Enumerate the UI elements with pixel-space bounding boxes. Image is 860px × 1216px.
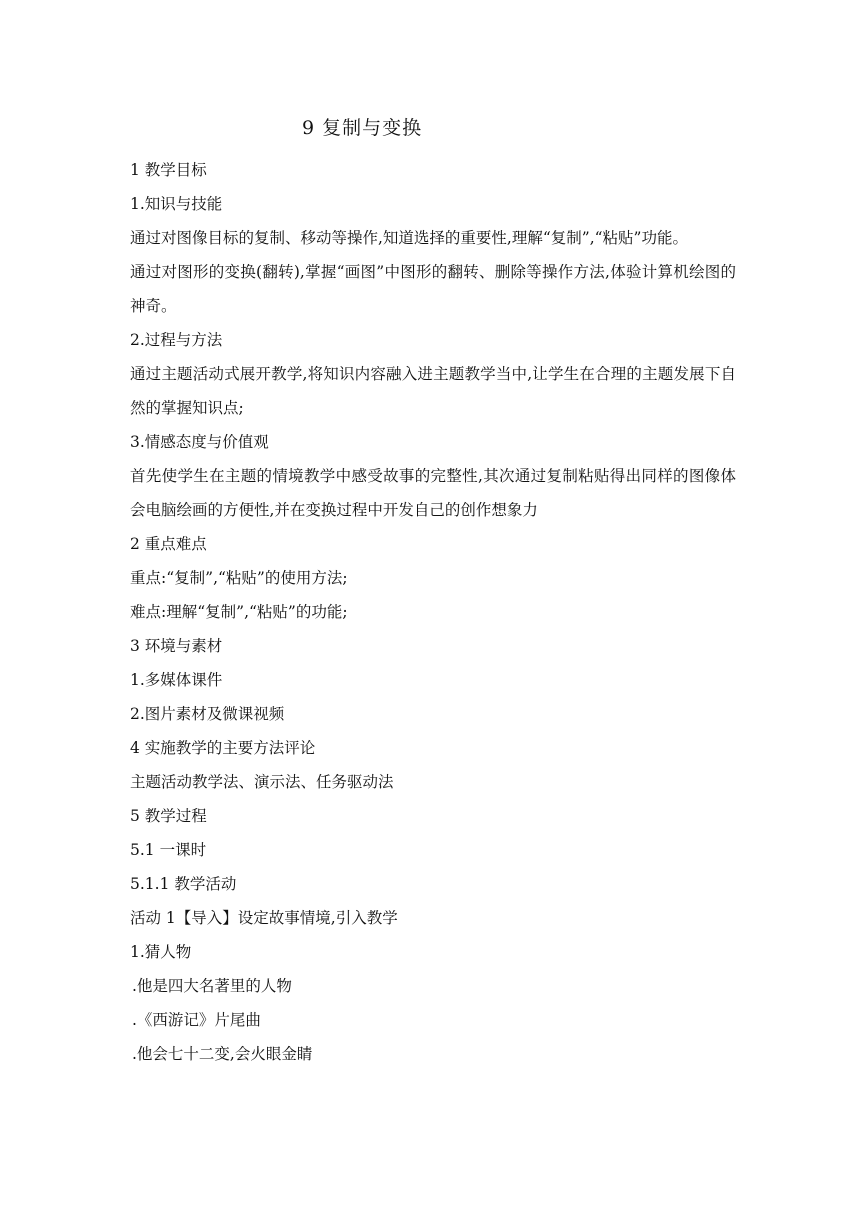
paragraph-attitude: 首先使学生在主题的情境教学中感受故事的完整性,其次通过复制粘贴得出同样的图像体会电脑绘画的方便性,并在变换过程中开发自己的创作想象力 <box>130 467 736 519</box>
section-heading-process: 5 教学过程 <box>130 807 207 825</box>
paragraph-transform: 通过对图形的变换(翻转),掌握“画图”中图形的翻转、删除等操作方法,体验计算机绘图的神奇。 <box>130 263 736 315</box>
clue-item: .《西游记》片尾曲 <box>132 1011 261 1029</box>
paragraph-copy-paste: 通过对图像目标的复制、移动等操作,知道选择的重要性,理解“复制”,“粘贴”功能。 <box>130 229 688 247</box>
paragraph-process: 通过主题活动式展开教学,将知识内容融入进主题教学当中,让学生在合理的主题发展下自然的掌握知识点; <box>130 365 736 417</box>
methods-line: 主题活动教学法、演示法、任务驱动法 <box>130 773 394 791</box>
material-item: 1.多媒体课件 <box>130 671 223 689</box>
key-point-line: 重点:“复制”,“粘贴”的使用方法; <box>130 569 348 587</box>
section-heading-materials: 3 环境与素材 <box>130 637 223 655</box>
subheading-knowledge-skills: 1.知识与技能 <box>130 195 223 213</box>
clue-item: .他会七十二变,会火眼金睛 <box>132 1045 313 1063</box>
document-title: 9 复制与变换 <box>302 117 423 139</box>
subheading-process-methods: 2.过程与方法 <box>130 331 223 349</box>
subheading-attitude-values: 3.情感态度与价值观 <box>130 433 269 451</box>
material-item: 2.图片素材及微课视频 <box>130 705 285 723</box>
section-heading-objectives: 1 教学目标 <box>130 161 207 179</box>
activity-line: 活动 1【导入】设定故事情境,引入教学 <box>130 909 398 927</box>
guess-heading: 1.猜人物 <box>130 943 192 961</box>
section-heading-methods: 4 实施教学的主要方法评论 <box>130 739 316 757</box>
clue-item: .他是四大名著里的人物 <box>132 977 292 995</box>
section-heading-key-points: 2 重点难点 <box>130 535 207 553</box>
difficulty-line: 难点:理解“复制”,“粘贴”的功能; <box>130 603 348 621</box>
subsection-activities: 5.1.1 教学活动 <box>130 875 237 893</box>
document-body <box>130 153 736 1071</box>
subsection-lesson: 5.1 一课时 <box>130 841 207 859</box>
